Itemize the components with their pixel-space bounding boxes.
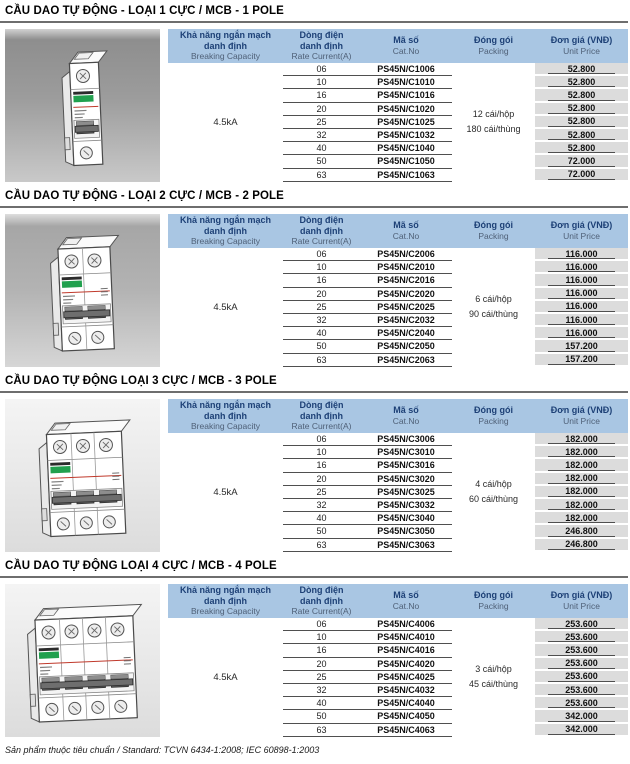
product-section <box>0 375 630 552</box>
cat-no-cell: PS45N/C2032 <box>360 314 452 327</box>
rate-current-cell: 50 <box>283 340 360 353</box>
packing-per-box: 3 cái/hộp <box>475 664 512 675</box>
rate-current-cell: 25 <box>283 301 360 314</box>
rate-current-cell: 10 <box>283 76 360 89</box>
cat-no-cell: PS45N/C3032 <box>360 499 452 512</box>
unit-price-cell: 342.000 <box>535 710 628 723</box>
col-header-packing: Đóng gói Packing <box>474 35 513 56</box>
cat-no-cell: PS45N/C4025 <box>360 671 452 684</box>
cat-no-cell: PS45N/C3063 <box>360 539 452 552</box>
packing-per-box: 4 cái/hộp <box>475 479 512 490</box>
cat-no-cell: PS45N/C4020 <box>360 658 452 671</box>
sections-container <box>0 5 630 737</box>
cat-no-cell: PS45N/C2006 <box>360 248 452 261</box>
section-body <box>0 584 630 737</box>
unit-price-cell: 116.000 <box>535 261 628 274</box>
rate-current-cell: 40 <box>283 142 360 155</box>
section-title: CẦU DAO TỰ ĐỘNG LOẠI 4 CỰC / MCB - 4 POLE <box>5 560 277 572</box>
breaking-capacity-value: 4.5kA <box>213 671 238 683</box>
unit-price-cell: 246.800 <box>535 525 628 538</box>
col-header-packing: Đóng gói Packing <box>474 220 513 241</box>
table-header-row <box>168 29 628 63</box>
unit-price-cell: 52.800 <box>535 103 628 116</box>
unit-price-cell: 182.000 <box>535 433 628 446</box>
cat-no-cell: PS45N/C2040 <box>360 327 452 340</box>
table-body <box>168 63 628 182</box>
cat-no-cell: PS45N/C2063 <box>360 354 452 367</box>
col-header-unit-price: Đơn giá (VNĐ) Unit Price <box>550 220 613 241</box>
rate-current-cell: 32 <box>283 314 360 327</box>
mcb-line-drawing <box>8 586 158 736</box>
cat-no-cell: PS45N/C2020 <box>360 288 452 301</box>
unit-price-cell: 52.800 <box>535 129 628 142</box>
col-header-cat-no: Mã số Cat.No <box>392 405 420 426</box>
unit-price-cell: 246.800 <box>535 539 628 552</box>
cat-no-cell: PS45N/C2050 <box>360 340 452 353</box>
unit-price-cell: 52.800 <box>535 89 628 102</box>
rate-current-cell: 20 <box>283 103 360 116</box>
rate-current-cell: 16 <box>283 89 360 102</box>
cat-no-cell: PS45N/C3006 <box>360 433 452 446</box>
cat-no-cell: PS45N/C2010 <box>360 261 452 274</box>
price-table <box>168 214 628 367</box>
mcb-line-drawing <box>8 31 158 181</box>
rate-current-cell: 50 <box>283 710 360 723</box>
breaking-capacity-value: 4.5kA <box>213 301 238 313</box>
unit-price-cell: 342.000 <box>535 724 628 737</box>
cat-no-cell: PS45N/C2016 <box>360 274 452 287</box>
product-section <box>0 560 630 737</box>
rate-current-cell: 25 <box>283 116 360 129</box>
cat-no-cell: PS45N/C3050 <box>360 525 452 538</box>
cat-no-cell: PS45N/C4040 <box>360 697 452 710</box>
col-header-rate-current: Dòng điện danh định Rate Current(A) <box>291 215 352 246</box>
section-title: CẦU DAO TỰ ĐỘNG LOẠI 3 CỰC / MCB - 3 POLE <box>5 375 277 387</box>
breaking-capacity-value: 4.5kA <box>213 486 238 498</box>
col-header-unit-price: Đơn giá (VNĐ) Unit Price <box>550 35 613 56</box>
packing-value <box>452 248 535 367</box>
section-title: CẦU DAO TỰ ĐỘNG - LOẠI 1 CỰC / MCB - 1 POLE <box>5 5 284 17</box>
section-divider <box>0 21 628 23</box>
rate-current-cell: 06 <box>283 433 360 446</box>
unit-price-cell: 253.600 <box>535 658 628 671</box>
unit-price-cell: 52.800 <box>535 116 628 129</box>
col-header-rate-current: Dòng điện danh định Rate Current(A) <box>291 30 352 61</box>
unit-price-cell: 253.600 <box>535 631 628 644</box>
rate-current-cell: 32 <box>283 129 360 142</box>
col-header-cat-no: Mã số Cat.No <box>392 590 420 611</box>
packing-per-carton: 45 cái/thùng <box>468 679 519 690</box>
unit-price-cell: 157.200 <box>535 340 628 353</box>
cat-no-cell: PS45N/C1006 <box>360 63 452 76</box>
packing-value <box>452 433 535 552</box>
unit-price-cell: 253.600 <box>535 644 628 657</box>
col-header-rate-current: Dòng điện danh định Rate Current(A) <box>291 585 352 616</box>
section-divider <box>0 391 628 393</box>
cat-no-cell: PS45N/C3040 <box>360 512 452 525</box>
unit-price-cell: 182.000 <box>535 446 628 459</box>
rate-current-cell: 40 <box>283 327 360 340</box>
col-header-packing: Đóng gói Packing <box>474 590 513 611</box>
col-header-breaking-capacity: Khả năng ngắn mạch danh định Breaking Capacity <box>179 30 271 61</box>
section-body <box>0 399 630 552</box>
table-body <box>168 433 628 552</box>
rate-current-cell: 10 <box>283 261 360 274</box>
col-header-cat-no: Mã số Cat.No <box>392 220 420 241</box>
cat-no-cell: PS45N/C3020 <box>360 473 452 486</box>
unit-price-cell: 182.000 <box>535 486 628 499</box>
rate-current-cell: 25 <box>283 486 360 499</box>
col-header-breaking-capacity: Khả năng ngắn mạch danh định Breaking Capacity <box>179 585 271 616</box>
packing-per-carton: 180 cái/thùng <box>466 124 521 135</box>
rate-current-cell: 32 <box>283 499 360 512</box>
mcb-4-pole-product-image <box>5 584 160 737</box>
cat-no-cell: PS45N/C4032 <box>360 684 452 697</box>
unit-price-cell: 253.600 <box>535 671 628 684</box>
mcb-2-pole-product-image <box>5 214 160 367</box>
cat-no-cell: PS45N/C3010 <box>360 446 452 459</box>
rate-current-cell: 20 <box>283 473 360 486</box>
unit-price-cell: 52.800 <box>535 76 628 89</box>
cat-no-cell: PS45N/C4006 <box>360 618 452 631</box>
unit-price-cell: 116.000 <box>535 248 628 261</box>
section-title: CẦU DAO TỰ ĐỘNG - LOẠI 2 CỰC / MCB - 2 POLE <box>5 190 284 202</box>
unit-price-cell: 116.000 <box>535 314 628 327</box>
mcb-line-drawing <box>8 401 158 551</box>
price-table <box>168 29 628 182</box>
unit-price-cell: 52.800 <box>535 142 628 155</box>
packing-per-carton: 60 cái/thùng <box>468 494 519 505</box>
rate-current-cell: 63 <box>283 539 360 552</box>
rate-current-cell: 16 <box>283 644 360 657</box>
rate-current-cell: 50 <box>283 155 360 168</box>
cat-no-cell: PS45N/C1063 <box>360 169 452 182</box>
section-divider <box>0 206 628 208</box>
section-body <box>0 214 630 367</box>
cat-no-cell: PS45N/C1010 <box>360 76 452 89</box>
rate-current-cell: 06 <box>283 618 360 631</box>
col-header-unit-price: Đơn giá (VNĐ) Unit Price <box>550 590 613 611</box>
col-header-unit-price: Đơn giá (VNĐ) Unit Price <box>550 405 613 426</box>
rate-current-cell: 20 <box>283 288 360 301</box>
unit-price-cell: 116.000 <box>535 274 628 287</box>
cat-no-cell: PS45N/C1040 <box>360 142 452 155</box>
rate-current-cell: 32 <box>283 684 360 697</box>
standards-note: Sản phẩm thuộc tiêu chuẩn / Standard: TCVN 6434-1:2008; IEC 60898-1:2003 <box>5 745 320 755</box>
col-header-rate-current: Dòng điện danh định Rate Current(A) <box>291 400 352 431</box>
price-table <box>168 399 628 552</box>
col-header-breaking-capacity: Khả năng ngắn mạch danh định Breaking Capacity <box>179 400 271 431</box>
packing-value <box>452 618 535 737</box>
rate-current-cell: 06 <box>283 248 360 261</box>
packing-value <box>452 63 535 182</box>
unit-price-cell: 157.200 <box>535 354 628 367</box>
cat-no-cell: PS45N/C4063 <box>360 724 452 737</box>
product-section <box>0 5 630 182</box>
unit-price-cell: 182.000 <box>535 473 628 486</box>
packing-per-box: 12 cái/hộp <box>472 109 515 120</box>
packing-per-box: 6 cái/hộp <box>475 294 512 305</box>
cat-no-cell: PS45N/C3016 <box>360 459 452 472</box>
section-body <box>0 29 630 182</box>
table-body <box>168 248 628 367</box>
table-header-row <box>168 399 628 433</box>
rate-current-cell: 20 <box>283 658 360 671</box>
rate-current-cell: 63 <box>283 724 360 737</box>
cat-no-cell: PS45N/C1050 <box>360 155 452 168</box>
col-header-packing: Đóng gói Packing <box>474 405 513 426</box>
breaking-capacity-value: 4.5kA <box>213 116 238 128</box>
packing-per-carton: 90 cái/thùng <box>468 309 519 320</box>
mcb-line-drawing <box>8 216 158 366</box>
cat-no-cell: PS45N/C4010 <box>360 631 452 644</box>
unit-price-cell: 253.600 <box>535 684 628 697</box>
unit-price-cell: 182.000 <box>535 512 628 525</box>
section-divider <box>0 576 628 578</box>
cat-no-cell: PS45N/C1025 <box>360 116 452 129</box>
cat-no-cell: PS45N/C3025 <box>360 486 452 499</box>
cat-no-cell: PS45N/C1020 <box>360 103 452 116</box>
cat-no-cell: PS45N/C4050 <box>360 710 452 723</box>
rate-current-cell: 16 <box>283 459 360 472</box>
cat-no-cell: PS45N/C1016 <box>360 89 452 102</box>
unit-price-cell: 116.000 <box>535 327 628 340</box>
price-table <box>168 584 628 737</box>
rate-current-cell: 63 <box>283 354 360 367</box>
table-header-row <box>168 214 628 248</box>
cat-no-cell: PS45N/C1032 <box>360 129 452 142</box>
rate-current-cell: 63 <box>283 169 360 182</box>
cat-no-cell: PS45N/C2025 <box>360 301 452 314</box>
unit-price-cell: 182.000 <box>535 499 628 512</box>
unit-price-cell: 72.000 <box>535 169 628 182</box>
cat-no-cell: PS45N/C4016 <box>360 644 452 657</box>
unit-price-cell: 116.000 <box>535 301 628 314</box>
rate-current-cell: 25 <box>283 671 360 684</box>
table-header-row <box>168 584 628 618</box>
mcb-1-pole-product-image <box>5 29 160 182</box>
unit-price-cell: 253.600 <box>535 697 628 710</box>
col-header-cat-no: Mã số Cat.No <box>392 35 420 56</box>
rate-current-cell: 40 <box>283 512 360 525</box>
unit-price-cell: 182.000 <box>535 459 628 472</box>
rate-current-cell: 16 <box>283 274 360 287</box>
col-header-breaking-capacity: Khả năng ngắn mạch danh định Breaking Capacity <box>179 215 271 246</box>
unit-price-cell: 52.800 <box>535 63 628 76</box>
mcb-3-pole-product-image <box>5 399 160 552</box>
unit-price-cell: 116.000 <box>535 288 628 301</box>
unit-price-cell: 253.600 <box>535 618 628 631</box>
rate-current-cell: 50 <box>283 525 360 538</box>
rate-current-cell: 40 <box>283 697 360 710</box>
rate-current-cell: 10 <box>283 631 360 644</box>
product-section <box>0 190 630 367</box>
rate-current-cell: 10 <box>283 446 360 459</box>
unit-price-cell: 72.000 <box>535 155 628 168</box>
table-body <box>168 618 628 737</box>
rate-current-cell: 06 <box>283 63 360 76</box>
